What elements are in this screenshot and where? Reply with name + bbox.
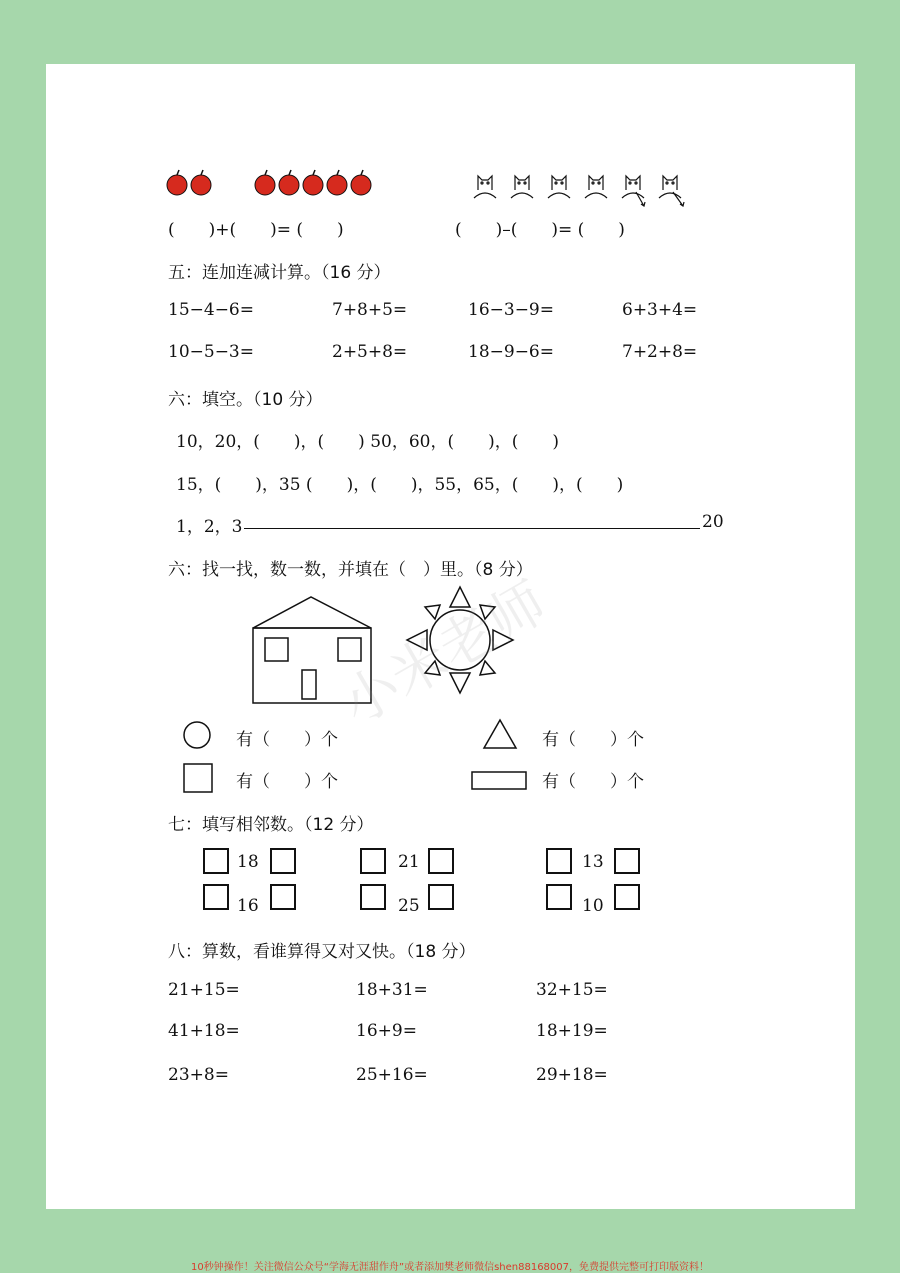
sec8-q6: 18+19= [536,1021,608,1041]
apple-group [165,168,380,198]
square-count: 有（ ）个 [236,772,338,792]
cat-icon [474,176,496,198]
sec8-q9: 29+18= [536,1065,608,1085]
rectangle-icon [470,770,528,792]
answer-box[interactable] [360,884,386,910]
cat-icon [548,176,570,198]
apple-icon [191,170,211,195]
sec5-q6: 2+5+8= [332,342,408,362]
section-5-title: 五：连加连减计算。（16 分） [168,263,391,283]
sec5-q8: 7+2+8= [622,342,698,362]
watermark: 小米老师 [331,569,558,739]
answer-line [244,528,700,529]
cat-icon [511,176,533,198]
sec8-q5: 16+9= [356,1021,417,1041]
neighbor-number: 10 [582,896,604,916]
apple-icon [279,170,299,195]
sec5-q4: 6+3+4= [622,300,698,320]
sequence-line-3-start: 1，2，3 [176,517,243,537]
answer-box[interactable] [428,884,454,910]
triangle-count: 有（ ）个 [542,730,644,750]
sec8-q4: 41+18= [168,1021,240,1041]
sec5-q3: 16−3−9= [468,300,554,320]
answer-box[interactable] [203,884,229,910]
neighbor-number: 16 [237,896,259,916]
neighbor-number: 18 [237,852,259,872]
sec8-q3: 32+15= [536,980,608,1000]
apple-equation: ( )+( )= ( ) [168,220,344,240]
apple-icon [327,170,347,195]
section-8-title: 八：算数，看谁算得又对又快。（18 分） [168,942,476,962]
cat-icon [659,176,684,206]
apple-icon [167,170,187,195]
sec5-q2: 7+8+5= [332,300,408,320]
rectangle-count: 有（ ）个 [542,772,644,792]
section-7-title: 七：填写相邻数。（12 分） [168,815,374,835]
triangle-icon [482,718,518,750]
sequence-line-1: 10，20，( )，( ) 50，60，( )，( ) [176,432,559,452]
sequence-line-2: 15，( )，35 ( )，( )，55，65，( )，( ) [176,475,624,495]
cat-equation: ( )–( )= ( ) [455,220,625,240]
apple-icon [351,170,371,195]
cat-icon [622,176,645,206]
answer-box[interactable] [614,848,640,874]
answer-box[interactable] [270,848,296,874]
sec5-q1: 15−4−6= [168,300,254,320]
section-6a-title: 六：填空。（10 分） [168,390,323,410]
sec8-q1: 21+15= [168,980,240,1000]
answer-box[interactable] [360,848,386,874]
section-6b-title: 六：找一找，数一数，并填在（ ）里。（8 分） [168,560,533,580]
answer-box[interactable] [546,848,572,874]
answer-box[interactable] [270,884,296,910]
sec5-q5: 10−5−3= [168,342,254,362]
answer-box[interactable] [203,848,229,874]
apple-icon [255,170,275,195]
apple-icon [303,170,323,195]
sec8-q2: 18+31= [356,980,428,1000]
footer-promo: 10秒钟操作！关注微信公众号“学海无涯甜作舟”或者添加樊老师微信shen88168007，免费提供完整可打印版资料！ [190,1262,710,1273]
sec8-q8: 25+16= [356,1065,428,1085]
sequence-line-3-end: 20 [702,512,724,532]
neighbor-number: 21 [398,852,420,872]
sec5-q7: 18−9−6= [468,342,554,362]
square-icon [182,762,214,794]
answer-box[interactable] [546,884,572,910]
neighbor-number: 25 [398,896,420,916]
circle-count: 有（ ）个 [236,730,338,750]
neighbor-number: 13 [582,852,604,872]
circle-icon [182,720,212,750]
cat-icon [585,176,607,198]
answer-box[interactable] [428,848,454,874]
answer-box[interactable] [614,884,640,910]
sec8-q7: 23+8= [168,1065,229,1085]
cat-group [470,168,690,210]
